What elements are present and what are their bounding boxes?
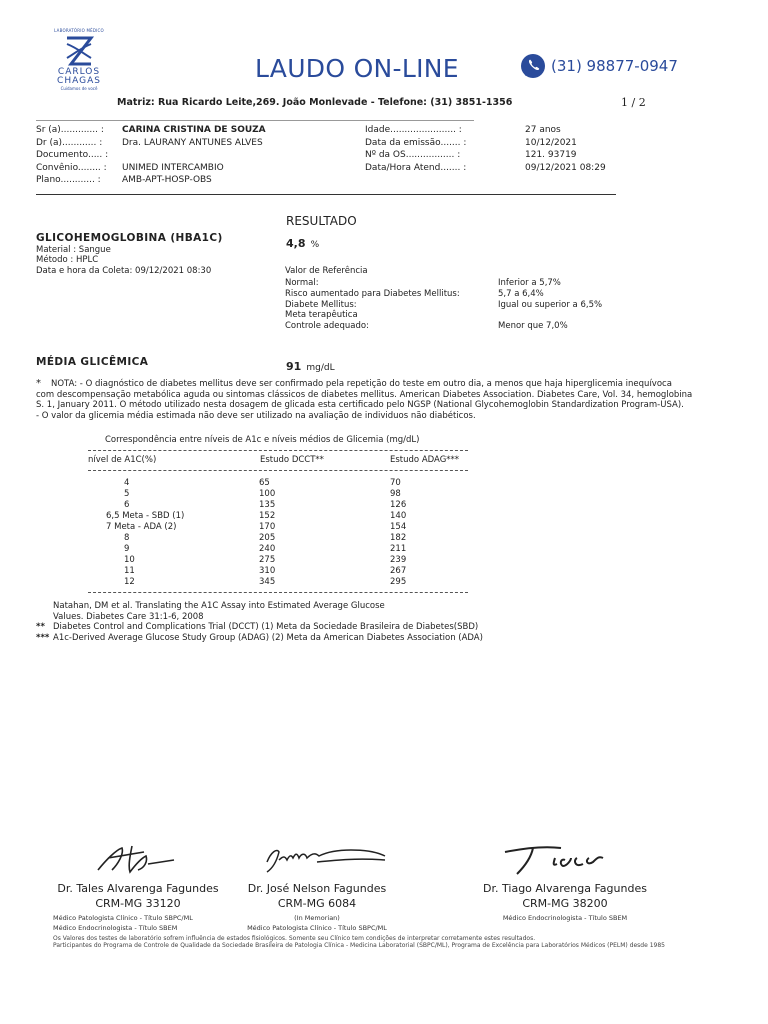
signature-sub-tiago-1: Médico Endocrinologista - Título SBEM [502,914,628,922]
phone-block [519,52,678,80]
table-cell-adag: 295 [390,577,407,587]
table-cell-dcct: 100 [259,489,276,499]
footer-note-2: Participantes do Programa de Controle de Qualidade da Sociedade Brasileira de Patologia Clínica - Medicina Laboratorial (SBPC/ML), Programa de Excelência para Laboratórios Médicos (PELM) desde 1985 [53,942,665,949]
patient-name: CARINA CRISTINA DE SOUZA [122,125,266,135]
glicemia-value: 91 [286,360,302,373]
reference-value: Inferior a 5,7% [498,278,561,288]
signature-crm: CRM-MG 6084 [277,897,357,910]
handwritten-signature-tiago [465,838,665,878]
table-divider-header [88,470,468,471]
exam-result [286,232,319,251]
patient-row [36,175,656,188]
note-star: * [36,378,41,389]
note-line [36,379,736,390]
glicemia-name: MÉDIA GLICÊMICA [36,356,149,368]
exam-material: Material : Sangue [36,245,111,255]
table-divider-top [88,450,468,451]
whatsapp-icon [519,52,547,80]
reference-label: Risco aumentado para Diabetes Mellitus: [285,288,460,299]
patient-divider [36,194,616,195]
plan-value: AMB-APT-HOSP-OBS [122,175,212,185]
table-cell-dcct: 310 [259,566,276,576]
exam-result-unit: % [310,240,320,250]
exam-name: GLICOHEMOGLOBINA (HBA1C) [36,232,223,244]
reference-row [285,289,625,300]
attendance-label: Data/Hora Atend....... : [365,162,467,173]
table-cell-adag: 239 [390,555,407,565]
page-number: 1 / 2 [621,96,646,109]
table-cell-a1c: 12 [124,577,135,587]
note-text-4: - O valor da glicemia média estimada não deve ser utilizado na avaliação de individuos não diabéticos. [36,410,476,421]
table-cell-adag: 126 [390,500,407,510]
note-text-2: com descompensação metabólica aguda ou sintomas clássicos de diabetes mellitus. American Diabetes Association. Diabetes Care, Vol. 34, hemoglobina [36,389,693,400]
signature-name: Dr. Tales Alvarenga Fagundes [57,882,219,895]
table-cell-dcct: 275 [259,555,276,565]
reference-list [285,278,625,332]
table-row [88,577,468,589]
result-section-title: RESULTADO [286,214,357,228]
reference-label: Controle adequado: [285,321,369,332]
signature-block-tales [38,840,238,910]
logo-subtitle: Cuidamos de você [60,86,98,91]
patient-row [36,138,656,151]
table-cell-adag: 211 [390,544,407,554]
patient-name-label: Sr (a)............. : [36,125,104,135]
doctor-label: Dr (a)............ : [36,137,103,148]
footnote-text-2: A1c-Derived Average Glucose Study Group (ADAG) (2) Meta da American Diabetes Association (ADA) [53,633,483,643]
signature-sub-jose-1: (In Memorian) [294,914,340,922]
footer-note-1: Os Valores dos testes de laboratório sofrem influência de estados fisiológicos. Somente seu Clínico tem condições de interpretar corretamente estes resultados. [53,935,536,942]
table-ref-1: Natahan, DM et al. Translating the A1C Assay into Estimated Average Glucose [53,601,385,611]
issue-date-label: Data da emissão....... : [365,137,467,148]
note-text-3: S. 1, January 2011. O método utilizado nesta dosagem de glicada esta certificado pelo NGSP (National Glycohemoglobin Standardization Program-USA). [36,400,684,410]
reference-label: Normal: [285,278,319,288]
age-label: Idade....................... : [365,125,462,135]
insurance-label: Convênio........ : [36,162,107,173]
signature-name: Dr. José Nelson Fagundes [247,882,387,895]
table-cell-dcct: 170 [259,522,276,532]
table-footnote-1 [36,622,478,633]
table-cell-dcct: 65 [259,478,270,488]
table-cell-adag: 70 [390,478,401,488]
table-title: Correspondência entre níveis de A1c e níveis médios de Glicemia (mg/dL) [105,435,420,445]
table-header-dcct: Estudo DCCT** [260,455,324,465]
table-cell-adag: 182 [390,533,407,543]
table-divider-bottom [88,592,468,593]
table-cell-a1c: 5 [124,489,130,499]
table-cell-a1c: 9 [124,544,130,554]
table-cell-adag: 267 [390,566,407,576]
reference-row [285,278,625,289]
signature-block-jose [217,838,417,910]
table-cell-adag: 140 [390,511,407,521]
phone-number: (31) 98877-0947 [551,57,678,75]
table-cell-adag: 98 [390,489,401,499]
patient-row [36,163,656,176]
exam-collection: Data e hora da Coleta: 09/12/2021 08:30 [36,266,212,276]
table-cell-adag: 154 [390,522,407,532]
insurance-value: UNIMED INTERCAMBIO [122,162,224,173]
signature-crm: CRM-MG 33120 [95,897,181,910]
signature-crm: CRM-MG 38200 [522,897,608,910]
table-header-row [88,455,468,467]
note-text-1: NOTA: - O diagnóstico de diabetes mellitus deve ser confirmado pela repetição do teste em outro dia, a menos que haja hiperglicemia inequívoca [51,379,672,389]
logo-mark-icon [59,34,99,68]
patient-row [36,150,656,163]
handwritten-signature-jose [217,838,417,878]
table-cell-a1c: 10 [124,555,135,565]
table-header-adag: Estudo ADAG*** [390,455,460,465]
signature-sub-jose-2: Médico Patologista Clínico - Título SBPC/ML [247,924,387,932]
glicemia-unit: mg/dL [306,363,335,373]
address-line: Matriz: Rua Ricardo Leite,269. João Monlevade - Telefone: (31) 3851-1356 [117,97,513,108]
table-cell-a1c: 6,5 Meta - SBD (1) [106,511,185,521]
header-divider [36,120,474,121]
signature-block-tiago [465,838,665,910]
reference-row [285,310,625,321]
footnote-mark-2: *** [36,633,50,643]
os-number: 121. 93719 [525,150,577,160]
signature-sub-tales-2: Médico Endocrinologista - Título SBEM [53,924,178,932]
table-cell-a1c: 11 [124,566,135,576]
plan-label: Plano............ : [36,175,101,185]
logo-top-text: LABORATÓRIO MÉDICO [54,28,104,33]
table-cell-a1c: 6 [124,500,130,510]
footnote-mark-1: ** [36,622,45,632]
table-cell-dcct: 135 [259,500,276,510]
reference-value: Igual ou superior a 6,5% [498,299,603,310]
issue-date: 10/12/2021 [525,137,577,148]
table-cell-dcct: 152 [259,511,276,521]
table-footnote-2 [36,633,483,644]
age-value: 27 anos [525,125,561,135]
page-title: LAUDO ON-LINE [255,54,459,83]
table-cell-a1c: 7 Meta - ADA (2) [106,522,177,532]
patient-row [36,125,656,138]
exam-method: Método : HPLC [36,255,99,265]
reference-value: Menor que 7,0% [498,321,568,332]
signature-sub-tales-1: Médico Patologista Clínico - Título SBPC/ML [53,914,193,922]
patient-block [36,125,656,188]
glicemia-result [286,355,335,374]
reference-row [285,321,625,332]
table-cell-a1c: 4 [124,478,130,488]
reference-row [285,300,625,311]
exam-result-value: 4,8 [286,237,306,250]
note-block [36,379,736,421]
table-cell-dcct: 205 [259,533,276,543]
reference-title: Valor de Referência [285,266,368,276]
reference-label: Meta terapêutica [285,310,358,321]
table-cell-a1c: 8 [124,533,130,543]
table-ref-2: Values. Diabetes Care 31:1-6, 2008 [53,612,204,622]
footnote-text-1: Diabetes Control and Complications Trial (DCCT) (1) Meta da Sociedade Brasileira de Diabetes(SBD) [53,622,479,632]
signature-name: Dr. Tiago Alvarenga Fagundes [483,882,647,895]
table-header-a1c: nível de A1C(%) [88,455,157,465]
reference-value: 5,7 a 6,4% [498,288,544,299]
document-label: Documento..... : [36,150,109,160]
attendance-datetime: 09/12/2021 08:29 [525,162,606,173]
lab-logo [50,28,108,98]
reference-label: Diabete Mellitus: [285,299,357,310]
handwritten-signature-tales [38,840,238,878]
table-cell-dcct: 240 [259,544,276,554]
os-number-label: Nº da OS................. : [365,150,461,160]
table-cell-dcct: 345 [259,577,276,587]
doctor-name: Dra. LAURANY ANTUNES ALVES [122,137,263,148]
logo-name-chagas: CHAGAS [57,76,101,86]
logo-name-carlos: CARLOS [57,67,101,77]
